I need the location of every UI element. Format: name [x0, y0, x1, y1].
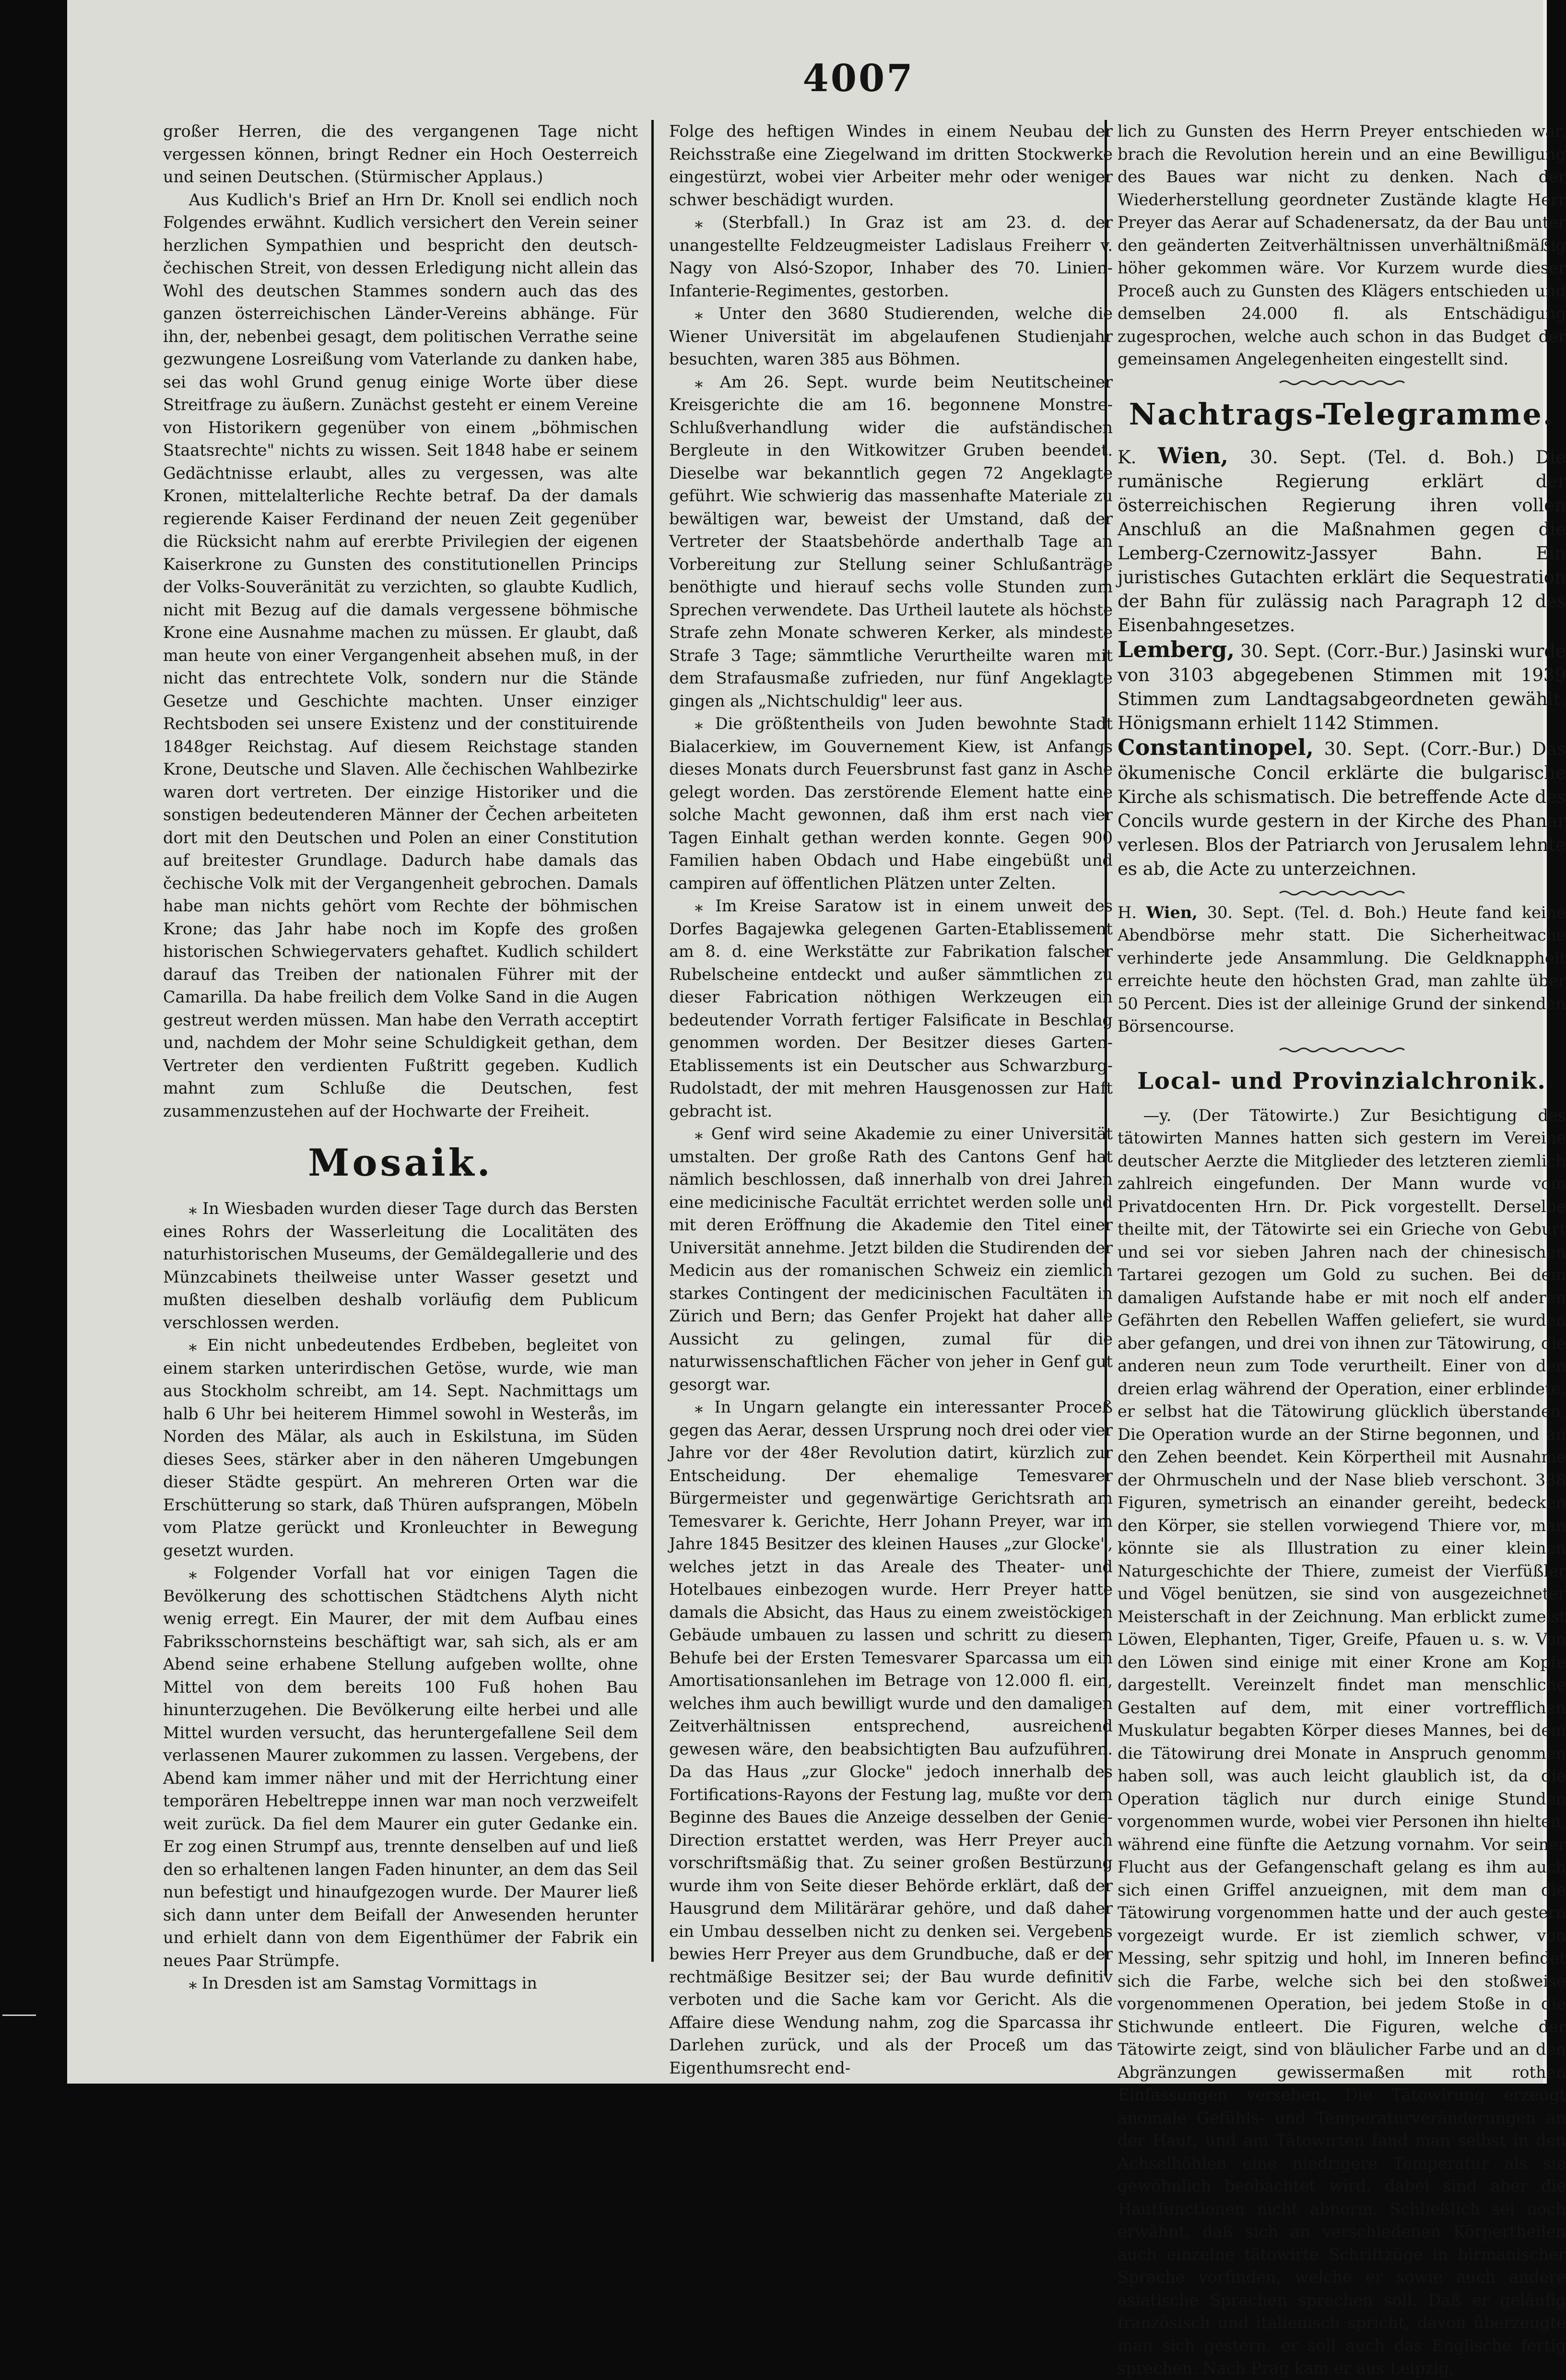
- news-item: ⁎ In Dresden ist am Samstag Vormittags in: [188, 1974, 537, 1992]
- news-item: ⁎ Die größtentheils von Juden bewohnte Stadt Bialacerkiew, im Gouvernement Kiew, ist Anfangs dieses Monats durch Feuersbrunst fast ganz in Asche gelegt worden. Das zerstörende Element hatte eine solche Macht gewonnen, daß ihm erst nach vier Tagen Einhalt gethan werden konnte. Gegen 900 Familien haben Obdach und Habe eingebüßt und campiren auf öffentlichen Plätzen unter Zelten.: [669, 714, 1113, 893]
- news-item: ⁎ In Ungarn gelangte ein interessanter Proceß gegen das Aerar, dessen Ursprung noch drei oder vier Jahre vor der 48er Revolution datirt, kürzlich zur Entscheidung. Der ehemalige Temesvarer Bürgermeister und gegenwärtige Gerichtsrath am Temesvarer k. Gerichte, Herr Johann Preyer, war im Jahre 1845 Besitzer des kleinen Hauses „zur Glocke", welches jetzt in das Areale des Theater- und Hotelbaues einbezogen wurde. Herr Preyer hatte damals die Absicht, das Haus zu einem zweistöckigen Gebäude umbauen zu lassen und schritt zu diesem Behufe bei der Ersten Temesvarer Sparcassa um ein Amortisationsanlehen im Betrage von 12.000 fl. ein, welches ihm auch bewilligt wurde und den damaligen Zeitverhältnissen entsprechend, ausreichend gewesen wäre, den beabsichtigten Bau aufzuführen. Da das Haus „zur Glocke" jedoch innerhalb des Fortifications-Rayons der Festung lag, mußte vor dem Beginne des Baues die Anzeige desselben der Genie-Direction erstattet werden, was Herr Preyer auch vorschriftsmäßig that. Zu seiner großen Bestürzung wurde ihm von Seite dieser Behörde erklärt, daß der Hausgrund dem Militärärar gehöre, und daß daher ein Umbau desselben nicht zu denken sei. Vergebens bewies Herr Preyer aus dem Grundbuche, daß er der rechtmäßige Besitzer sei; der Bau wurde definitiv verboten und die Sache kam vor Gericht. Als die Affaire diese Wendung nahm, zog die Sparcassa ihr Darlehen zurück, und als der Proceß um das Eigenthumsrecht end-: [669, 1398, 1113, 2077]
- news-item: Folge des heftigen Windes in einem Neubau der Reichsstraße eine Ziegelwand im dritten Stockwerke eingestürzt, wobei vier Arbeiter mehr oder weniger schwer beschädigt wurden.: [669, 122, 1113, 209]
- telegram-block: [1118, 444, 1566, 881]
- news-item: ⁎ Genf wird seine Akademie zu einer Universität umstalten. Der große Rath des Cantons Genf hat nämlich beschlossen, daß innerhalb von drei Jahren eine medicinische Facultät errichtet werden solle und mit deren Eröffnung die Akademie den Titel einer Universität annehme. Jetzt bilden die Studirenden der Medicin aus der romanischen Schweiz ein ziemlich starkes Contingent der medicinischen Facultäten in Zürich und Bern; das Genfer Projekt hat daher alle Aussicht zu gelingen, zumal für die naturwissenschaftlichen Fächer von jeher in Genf gut gesorgt war.: [669, 1124, 1113, 1394]
- article-paragraph: Aus Kudlich's Brief an Hrn Dr. Knoll sei endlich noch Folgendes erwähnt. Kudlich versichert den Verein seiner herzlichen Sympathien und bespricht den deutsch-čechischen Streit, von dessen Erledigung nicht allein das Wohl des deutschen Stammes sondern auch das des ganzen österreichischen Länder-Vereins abhänge. Für ihn, der, nebenbei gesagt, dem politischen Verrathe seine gezwungene Losreißung vom Vaterlande zu danken habe, sei das wohl Grund genug einige Worte über diese Streitfrage zu äußern. Zunächst gesteht er einem Vereine von Historikern gegenüber von einem „böhmischen Staatsrechte" nichts zu wissen. Seit 1848 habe er seinem Gedächtnisse erlaubt, alles zu vergessen, was alte Kronen, mittelalterliche Rechte betraf. Da der damals regierende Kaiser Ferdinand der neuen Zeit gegenüber die Rücksicht nahm auf ererbte Privilegien der eigenen Kaiserkrone zu Gunsten des constitutionellen Princips der Volks-Souveränität zu verzichten, so glaubte Kudlich, nicht mit Bezug auf die damals vergessene böhmische Krone eine Ausnahme machen zu müssen. Er glaubt, daß man heute von einer Vergangenheit absehen muß, in der nicht das entrechtete Volk, sondern nur die Stände Gesetze und Geschichte machten. Unser einziger Rechtsboden sei unsere Existenz und der constituirende 1848ger Reichstag. Auf diesem Reichstage standen Krone, Deutsche und Slaven. Alle čechischen Wahlbezirke waren dort vertreten. Der einzige Historiker und die sonstigen bedeutenderen Männer der Čechen arbeiteten dort mit den Deutschen und Polen an einer Constitution auf breitester Grundlage. Dadurch habe damals das čechische Volk mit der Vergangenheit gebrochen. Damals habe man nichts gehört vom Rechte der böhmischen Krone; das Jahr habe noch im Kopfe des großen historischen Schwiegervaters gehaftet. Kudlich schildert darauf das Treiben der nationalen Führer mit der Camarilla. Da habe freilich dem Volke Sand in die Augen gestreut werden müssen. Man habe den Verrath acceptirt und, nachdem der Mohr seine Schuldigkeit gethan, dem Vertreter den verdienten Fußtritt gegeben. Kudlich mahnt zum Schluße die Deutschen, fest zusammenzustehen auf der Hochwarte der Freiheit.: [163, 190, 638, 1120]
- news-item: ⁎ In Wiesbaden wurden dieser Tage durch das Bersten eines Rohrs der Wasserleitung die Localitäten des naturhistorischen Museums, der Gemäldegallerie und des Münzcabinets theilweise unter Wasser gesetzt und mußten dieselben deshalb vorläufig dem Publicum verschlossen werden.: [163, 1199, 638, 1332]
- column-rule-left: [651, 120, 654, 1962]
- wavy-divider: [1280, 1047, 1404, 1053]
- wavy-divider: [1280, 379, 1404, 386]
- column-3: [1118, 120, 1566, 2378]
- telegram-text: 30. Sept. (Corr.-Bur.) Das ökumenische Concil erklärte die bulgarische Kirche als schismatisch. Die betreffende Acte des Concils wurde gestern in der Kirche des Phanar verlesen. Blos der Patriarch von Jerusalem lehnte es ab, die Acte zu unterzeichnen.: [1118, 738, 1566, 879]
- telegram-item: [1118, 637, 1566, 735]
- news-item: ⁎ Ein nicht unbedeutendes Erdbeben, begleitet von einem starken unterirdischen Getöse, wurde, wie man aus Stockholm schreibt, am 14. Sept. Nachmittags um halb 6 Uhr bei heiterem Himmel sowohl in Westerås, im Norden des Mälar, als auch in Eskilstuna, im Süden dieses Sees, stärker aber in den näheren Umgebungen dieser Städte gespürt. An mehreren Orten war die Erschütterung so stark, daß Thüren aufsprangen, Möbeln vom Platze gerückt und Kronleuchter in Bewegung gesetzt wurden.: [163, 1336, 638, 1560]
- section-heading-telegrams: Nachtrags-Telegramme.: [1129, 396, 1555, 432]
- telegram-prefix: H.: [1118, 903, 1137, 922]
- telegram-item: [1118, 735, 1566, 881]
- section-heading-mosaik: Mosaik.: [308, 1141, 493, 1185]
- section-heading-local-chronicle: Local- und Provinzialchronik.: [1137, 1067, 1546, 1095]
- news-item: ⁎ Folgender Vorfall hat vor einigen Tagen die Bevölkerung des schottischen Städtchens Alyth nicht wenig erregt. Ein Maurer, der mit dem Aufbau eines Fabriksschornsteins beschäftigt war, sah sich, als er am Abend seine erhabene Stellung aufgeben wollte, ohne Mittel von dem bereits 100 Fuß hohen Bau hinunterzugehen. Die Bevölkerung eilte herbei und alle Mittel wurden versucht, das heruntergefallene Seil dem verlassenen Maurer zukommen zu lassen. Vergebens, der Abend kam immer näher und mit der Herrichtung einer temporären Hebeltreppe innen war man noch verzweifelt weit zurück. Da fiel dem Maurer ein guter Gedanke ein. Er zog einen Strumpf aus, trennte denselben auf und ließ den so erhaltenen langen Faden hinunter, an dem das Seil nun befestigt und hinaufgezogen wurde. Der Maurer ließ sich dann unter dem Beifall der Anwesenden herunter und erhielt dann von dem Eigenthümer der Fabrik ein neues Paar Strümpfe.: [163, 1564, 638, 1970]
- news-item: ⁎ (Sterbfall.) In Graz ist am 23. d. der unangestellte Feldzeugmeister Ladislaus Freiherr v. Nagy von Alsó-Szopor, Inhaber des 70. Linien-Infanterie-Regimentes, gestorben.: [669, 213, 1113, 300]
- telegram-prefix: K.: [1118, 447, 1137, 468]
- news-item: ⁎ Am 26. Sept. wurde beim Neutitscheiner Kreisgerichte die am 16. begonnene Monstre-Schlußverhandlung wider die aufständischen Bergleute in den Witkowitzer Gruben beendet. Dieselbe war bekanntlich gegen 72 Angeklagte geführt. Wie schwierig das massenhafte Materiale zu bewältigen war, beweist der Umstand, daß der Vertreter der Staatsbehörde anderthalb Tage an Vorbereitung zur Stellung seiner Schlußanträge benöthigte und hierauf sechs volle Stunden zum Sprechen verwendete. Das Urtheil lautete als höchste Strafe zehn Monate schweren Kerker, als mindeste Strafe 3 Tage; sämmtliche Verurtheilte waren mit dem Strafausmaße zufrieden, nur fünf Angeklagte gingen als „Nichtschuldig" leer aus.: [669, 372, 1113, 710]
- scan-edge-mark: [2, 2015, 36, 2016]
- news-item: ⁎ Im Kreise Saratow ist in einem unweit des Dorfes Bagajewka gelegenen Garten-Etablissement am 8. d. eine Werkstätte zur Fabrikation falscher Rubelscheine entdeckt und außer sämmtlichen zu dieser Fabrication nöthigen Werkzeugen ein bedeutender Vorrath fertiger Falsificate in Beschlag genommen worden. Der Besitzer dieses Garten-Etablissements ist ein Deutscher aus Schwarzburg-Rudolstadt, der mit mehren Hausgenossen zur Haft gebracht ist.: [669, 896, 1113, 1120]
- wavy-divider: [1280, 890, 1404, 896]
- telegram-item: [1118, 444, 1566, 637]
- article-paragraph: großer Herren, die des vergangenen Tage nicht vergessen können, bringt Redner ein Hoch Oesterreich und seinen Deutschen. (Stürmischer Applaus.): [163, 122, 638, 186]
- article-paragraph: —y. (Der Tätowirte.) Zur Besichtigung des tätowirten Mannes hatten sich gestern im Vereine deutscher Aerzte die Mitglieder des letzteren ziemlich zahlreich eingefunden. Der Mann wurde vom Privatdocenten Hrn. Dr. Pick vorgestellt. Derselbe theilte mit, der Tätowirte sei ein Grieche von Geburt und sei vor sieben Jahren nach der chinesischen Tartarei gezogen um Gold zu suchen. Bei dem damaligen Aufstande habe er mit noch elf anderen Gefährten den Rebellen Waffen geliefert, sie wurden aber gefangen, und drei von ihnen zur Tätowirung, die anderen neun zum Tode verurtheilt. Einer von den dreien erlag während der Operation, einer erblindete, er selbst hat die Tätowirung glücklich überstanden. Die Operation wurde an der Stirne begonnen, und an den Zehen beendet. Kein Körpertheil mit Ausnahme der Ohrmuscheln und der Nase blieb verschont. 388 Figuren, symetrisch an einander gereiht, bedecken den Körper, sie stellen vorwiegend Thiere vor, man könnte sie als Illustration zu einer kleinen Naturgeschichte der Thiere, zumeist der Vierfüßler und Vögel benützen, sie sind von ausgezeichneter Meisterschaft in der Zeichnung. Man erblickt zumeist Löwen, Elephanten, Tiger, Greife, Pfauen u. s. w. Von den Löwen sind einige mit einer Krone am Kopfe dargestellt. Vereinzelt findet man menschliche Gestalten auf dem, mit einer vortrefflichen Muskulatur begabten Körper dieses Mannes, bei dem die Tätowirung drei Monate in Anspruch genommen haben soll, was auch leicht glaublich ist, da die Operation täglich nur durch einige Stunden vorgenommen wurde, wobei vier Personen ihn hielten, während eine fünfte die Aetzung vornahm. Vor seiner Flucht aus der Gefangenschaft gelang es ihm auch sich einen Griffel anzueignen, mit dem man die Tätowirung vorgenommen hatte und der auch gestern vorgezeigt wurde. Er ist ziemlich schwer, von Messing, sehr spitzig und hohl, im Inneren befindet sich die Farbe, welche sich bei den stoßweise vorgenommenen Operation, bei jedem Stoße in die Stichwunde entleert. Die Figuren, welche der Tätowirte zeigt, sind von bläulicher Farbe und an den Abgränzungen gewissermaßen mit rothen Einfassungen versehen. Die Tätowirung erzeugt anomale Gefühls- und Temperaturveränderungen an der Haut, und am Tätowirten fand man selbst in den Achselhöhlen eine niedrigere Temperatur als sie gewöhnlich beobachtet wird, dabei sind aber die Hautfunctionen nicht abnorm. Schließlich sei noch erwähnt, daß sich an verschiedenen Körpertheilen auch einzelne tätowirte Schriftzüge in birmanischer Sprache vorfinden, welche er sowie auch andere asiatische Sprachen sprechen soll. Daß er geläufig französisch und italienisch spricht, davon überzeugte man sich gestern, er soll auch das Englische fertig sprechen. Nach Prag kam er aus Leipzig,: [1118, 1106, 1566, 2378]
- page-number: 4007: [802, 57, 915, 100]
- telegram-text: 30. Sept. (Tel. d. Boh.) Heute fand keine Abendbörse mehr statt. Die Sicherheitwache verhinderte jede Ansammlung. Die Geldknappheit erreichte heute den höchsten Grad, man zahlte über 50 Percent. Dies ist der alleinige Grund der sinkenden Börsencourse.: [1118, 903, 1566, 1036]
- telegram-city: Constantinopel,: [1118, 734, 1314, 760]
- article-paragraph: lich zu Gunsten des Herrn Preyer entschieden war, brach die Revolution herein und an eine Bewilligung des Baues war nicht zu denken. Nach der Wiederherstellung geordneter Zustände klagte Herr Preyer das Aerar auf Schadenersatz, da der Bau unter den geänderten Zeitverhältnissen unverhältnißmäßig höher gekommen wäre. Vor Kurzem wurde dieser Proceß auch zu Gunsten des Klägers entschieden und demselben 24.000 fl. als Entschädigung zugesprochen, welche auch schon in das Budget der gemeinsamen Angelegenheiten eingestellt sind.: [1118, 122, 1566, 368]
- newspaper-page: [67, 0, 1566, 2378]
- telegram-city: Wien,: [1146, 903, 1198, 922]
- telegram-city: Lemberg,: [1118, 636, 1235, 662]
- telegram-text: 30. Sept. (Tel. d. Boh.) Die rumänische Regierung erklärt der österreichischen Regierung ihren vollen Anschluß an die Maßnahmen gegen die Lemberg-Czernowitz-Jassyer Bahn. Ein juristisches Gutachten erklärt die Sequestration der Bahn für zulässig nach Paragraph 12 des Eisenbahngesetzes.: [1118, 447, 1566, 636]
- telegram-text: 30. Sept. (Corr.-Bur.) Jasinski wurde von 3103 abgegebenen Stimmen mit 1939 Stimmen zum Landtagsabgeordneten gewählt. Hönigsmann erhielt 1142 Stimmen.: [1118, 640, 1566, 733]
- telegram-city: Wien,: [1158, 442, 1229, 469]
- news-item: ⁎ Unter den 3680 Studierenden, welche die Wiener Universität im abgelaufenen Studienjahr besuchten, waren 385 aus Böhmen.: [669, 304, 1113, 368]
- column-1: [163, 120, 638, 2019]
- column-2: [669, 120, 1113, 2077]
- telegram-item: [1118, 901, 1566, 1038]
